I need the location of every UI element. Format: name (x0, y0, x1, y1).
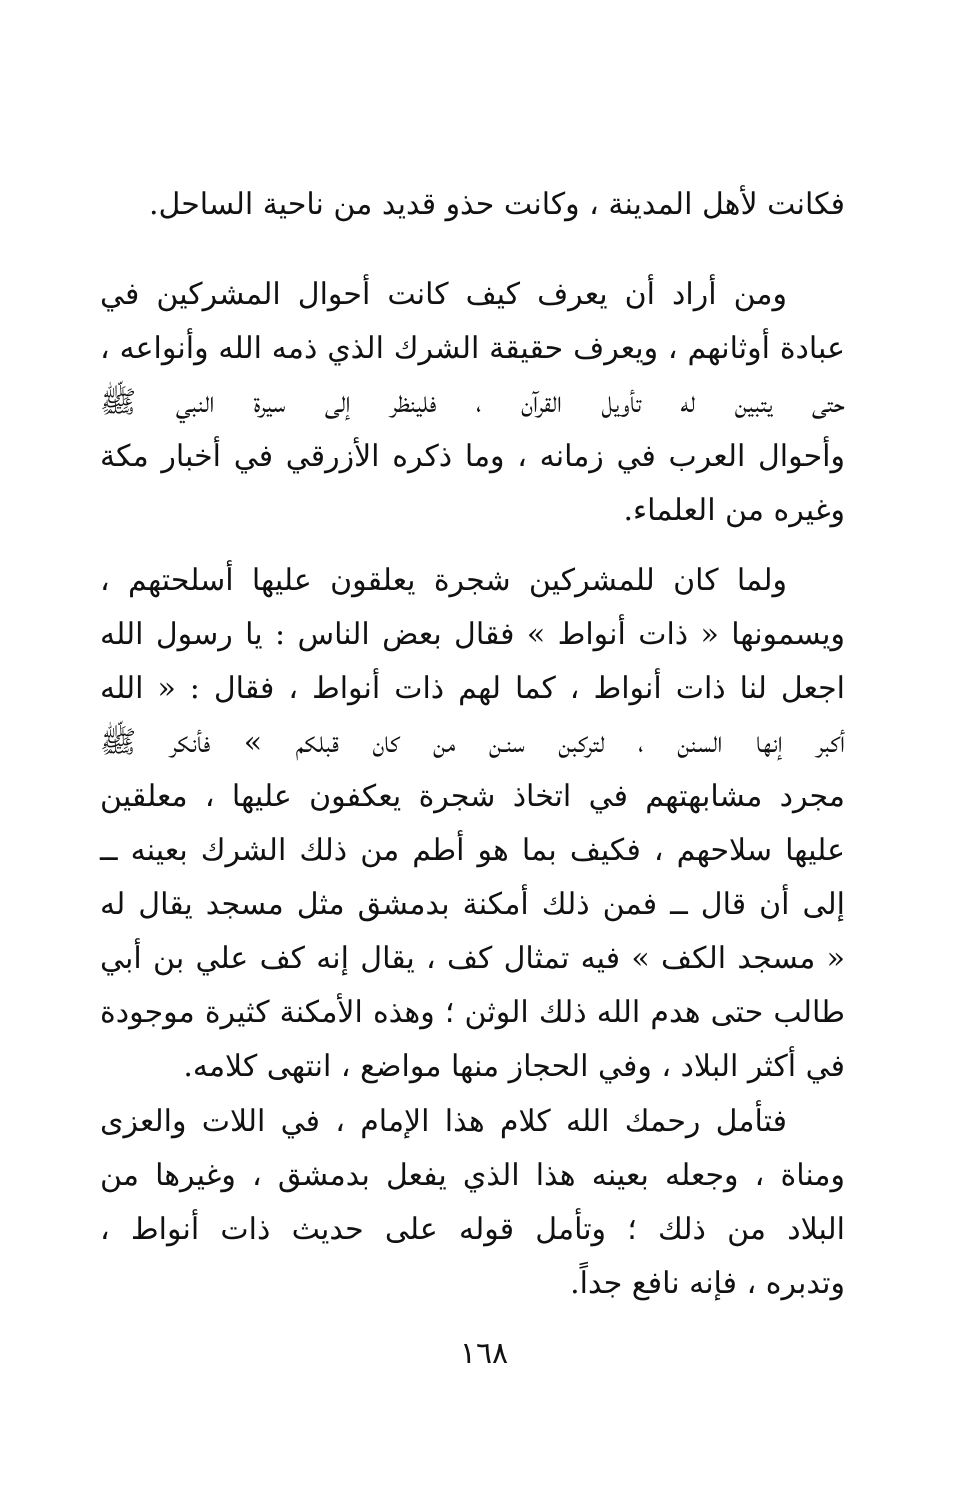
paragraph-2 (100, 268, 845, 538)
paragraph-4 (100, 1095, 845, 1311)
text-line: البلاد من ذلك ؛ وتأمل قوله على حديث ذات أنواط ، (100, 1212, 845, 1247)
text-line: في أكثر البلاد ، وفي الحجاز منها مواضع ، انتهى كلامه. (183, 1049, 845, 1084)
text-line: إلى أن قال ــ فمن ذلك أمكنة بدمشق مثل مسجد يقال له (100, 887, 845, 922)
text-line: فتأمل رحمك الله كلام هذا الإمام ، في اللات والعزى (100, 1104, 787, 1139)
text-line: عليها سلاحهم ، فكيف بما هو أطم من ذلك الشرك بعينه ــ (100, 833, 845, 868)
text-line: وغيره من العلماء. (623, 493, 845, 528)
text-line: وتدبره ، فإنه نافع جداً. (570, 1266, 845, 1301)
text-line: ومناة ، وجعله بعينه هذا الذي يفعل بدمشق ، وغيرها من (100, 1158, 845, 1193)
text-line: طالب حتى هدم الله ذلك الوثن ؛ وهذه الأمكنة كثيرة موجودة (100, 995, 845, 1030)
text-line: وأحوال العرب في زمانه ، وما ذكره الأزرقي في أخبار مكة (100, 439, 845, 474)
text-line: اجعل لنا ذات أنواط ، كما لهم ذات أنواط ، فقال : « الله (100, 671, 845, 706)
text-line: عبادة أوثانهم ، ويعرف حقيقة الشرك الذي ذمه الله وأنواعه ، (100, 331, 845, 366)
text-line: ومن أراد أن يعرف كيف كانت أحوال المشركين في (100, 277, 787, 312)
text-line: « مسجد الكف » فيه تمثال كف ، يقال إنه كف علي بن أبي (100, 941, 845, 976)
text-line: ويسمونها « ذات أنواط » فقال بعض الناس : يا رسول الله (100, 617, 845, 652)
text-line: أكبر إنها السنن ، لتركبن سنـن من كان قبلكم » فأنكر ﷺ (100, 725, 845, 760)
paragraph-1 (100, 178, 845, 232)
text-line: مجرد مشابهتهم في اتخاذ شجرة يعكفون عليها ، معلقين (100, 779, 845, 814)
paragraph-3 (100, 554, 845, 1094)
text-line: حتى يتبين له تأويل القرآن ، فلينظر إلى سيرة النبي ﷺ (100, 385, 845, 420)
page-number: ١٦٨ (459, 1336, 509, 1371)
text-line: ولما كان للمشركين شجرة يعلقون عليها أسلحتهم ، (100, 563, 787, 598)
text-line: فكانت لأهل المدينة ، وكانت حذو قديد من ناحية الساحل. (148, 187, 845, 222)
